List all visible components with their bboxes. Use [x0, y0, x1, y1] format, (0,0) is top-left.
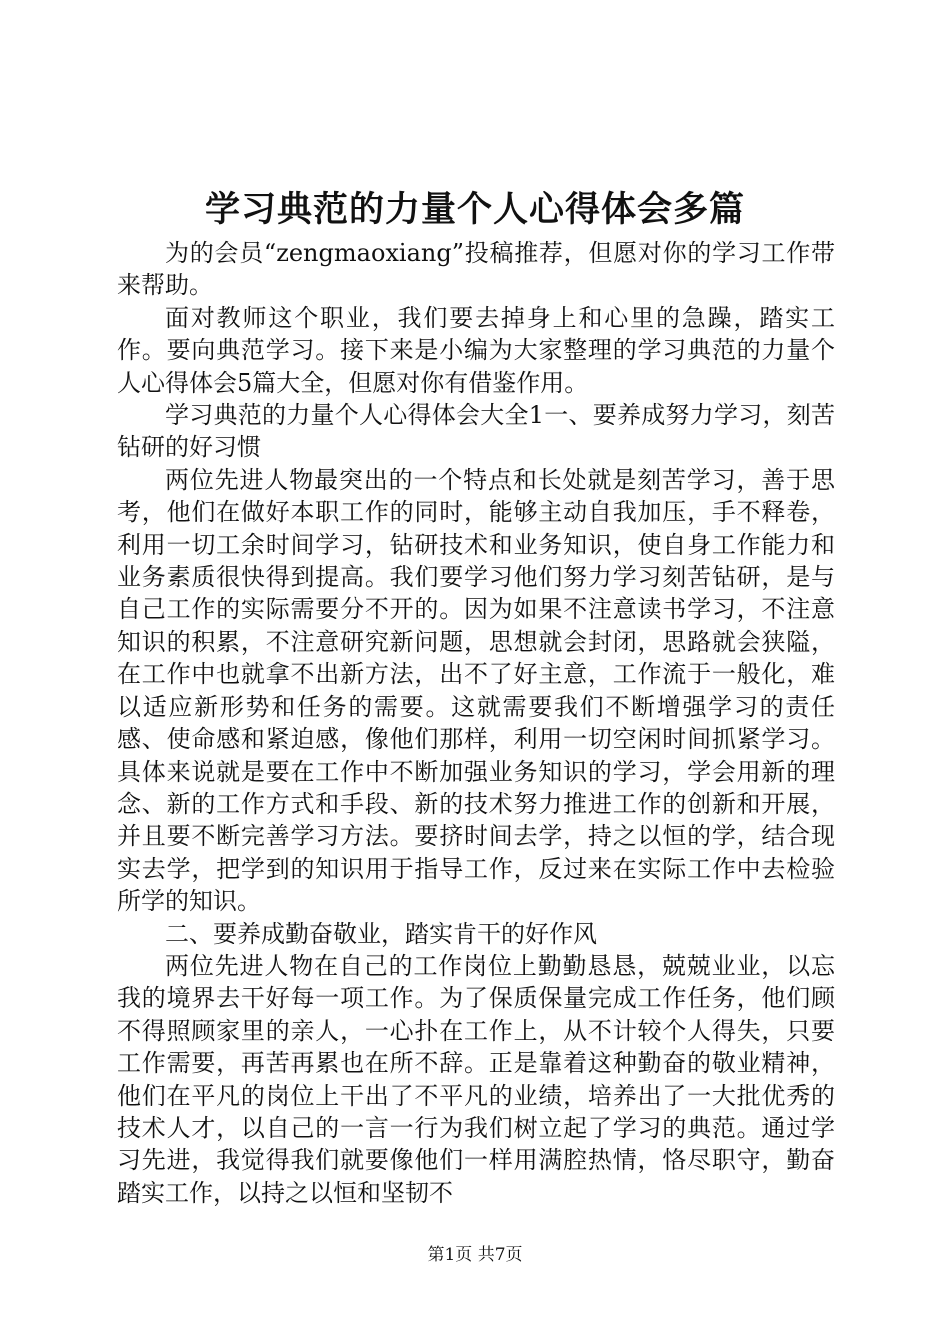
document-body — [117, 237, 835, 1209]
section-heading: 学习典范的力量个人心得体会大全1一、要养成努力学习，刻苦钻研的好习惯 — [117, 401, 835, 462]
paragraph: 面对教师这个职业，我们要去掉身上和心里的急躁，踏实工作。要向典范学习。接下来是小编为大家整理的学习典范的力量个人心得体会5篇大全，但愿对你有借鉴作用。 — [117, 303, 835, 397]
paragraph: 为的会员“zengmaoxiang”投稿推荐，但愿对你的学习工作带来帮助。 — [117, 239, 835, 300]
paragraph: 两位先进人物最突出的一个特点和长处就是刻苦学习，善于思考，他们在做好本职工作的同时，能够主动自我加压，手不释卷，利用一切工余时间学习，钻研技术和业务知识，使自身工作能力和业务素质很快得到提高。我们要学习他们努力学习刻苦钻研，是与自己工作的实际需要分不开的。因为如果不注意读书学习，不注意知识的积累，不注意研究新问题，思想就会封闭，思路就会狭隘，在工作中也就拿不出新方法，出不了好主意，工作流于一般化，难以适应新形势和任务的需要。这就需要我们不断增强学习的责任感、使命感和紧迫感，像他们那样，利用一切空闲时间抓紧学习。具体来说就是要在工作中不断加强业务知识的学习，学会用新的理念、新的工作方式和手段、新的技术努力推进工作的创新和开展，并且要不断完善学习方法。要挤时间去学，持之以恒的学，结合现实去学，把学到的知识用于指导工作，反过来在实际工作中去检验所学的知识。 — [117, 465, 835, 916]
document-title: 学习典范的力量个人心得体会多篇 — [204, 189, 745, 230]
section-heading: 二、要养成勤奋敬业，踏实肯干的好作风 — [165, 919, 597, 948]
page-footer: 第1页 共7页 — [427, 1245, 523, 1265]
paragraph: 两位先进人物在自己的工作岗位上勤勤恳恳，兢兢业业，以忘我的境界去干好每一项工作。为了保质保量完成工作任务，他们顾不得照顾家里的亲人，一心扑在工作上，从不计较个人得失，只要工作需要，再苦再累也在所不辞。正是靠着这种勤奋的敬业精神，他们在平凡的岗位上干出了不平凡的业绩，培养出了一大批优秀的技术人才，以自己的一言一行为我们树立起了学习的典范。通过学习先进，我觉得我们就要像他们一样用满腔热情，恪尽职守，勤奋踏实工作，以持之以恒和坚韧不 — [117, 951, 835, 1207]
